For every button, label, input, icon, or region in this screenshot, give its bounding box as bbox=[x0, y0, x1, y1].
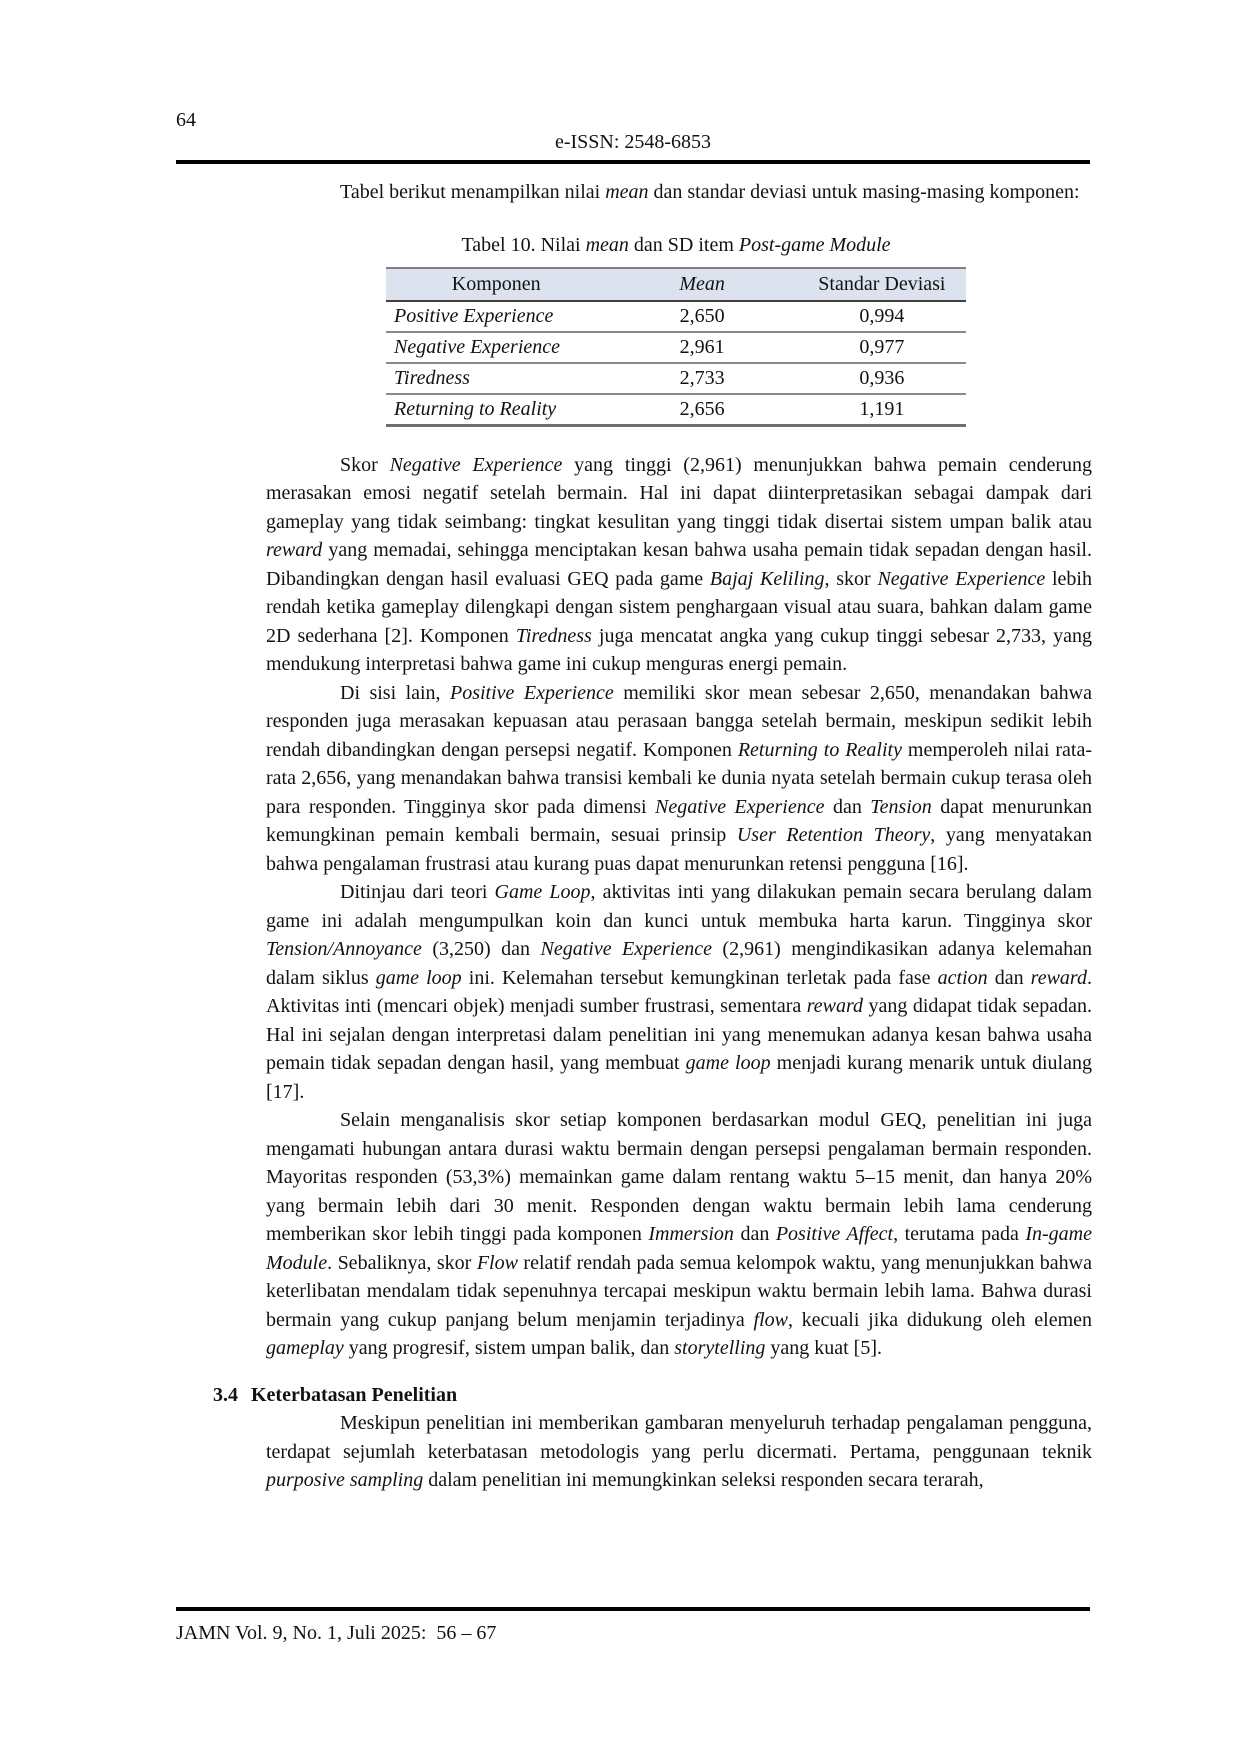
cell-mean: 2,650 bbox=[606, 301, 797, 332]
paragraph-keterbatasan: Meskipun penelitian ini memberikan gambaran menyeluruh terhadap pengalaman pengguna, terdapat sejumlah keterbatasan metodologis yang perlu dicermati. Pertama, penggunaan teknik purposive sampling dalam penelitian ini memungkinkan seleksi responden secara terarah, bbox=[266, 1412, 1092, 1491]
cell-component: Tiredness bbox=[386, 363, 606, 394]
paragraph-positive-experience: Di sisi lain, Positive Experience memiliki skor mean sebesar 2,650, menandakan bahwa responden juga merasakan kepuasan atau perasaan bangga setelah bermain, meskipun sedikit lebih rendah dibandingkan dengan persepsi negatif. Komponen Returning to Reality memperoleh nilai rata-rata 2,656, yang menandakan bahwa transisi kembali ke dunia nyata setelah bermain cukup terasa oleh para responden. Tingginya skor pada dimensi Negative Experience dan Tension dapat menurunkan kemungkinan pemain kembali bermain, sesuai prinsip User Retention Theory, yang menyatakan bahwa pengalaman frustrasi atau kurang puas dapat menurunkan retensi pengguna [16]. bbox=[266, 681, 1093, 875]
cell-sd: 0,936 bbox=[798, 363, 966, 394]
section-heading-keterbatasan bbox=[213, 1381, 1092, 1410]
mean-sd-table bbox=[386, 267, 966, 427]
table-row bbox=[386, 363, 966, 394]
cell-sd: 0,994 bbox=[798, 301, 966, 332]
paragraph-game-loop: Ditinjau dari teori Game Loop, aktivitas inti yang dilakukan pemain secara berulang dalam game ini adalah mengumpulkan koin dan kunci untuk membuka harta karun. Tingginya skor Tension/Annoyance (3,250) dan Negative Experience (2,961) mengindikasikan adanya kelemahan dalam siklus game loop ini. Kelemahan tersebut kemungkinan terletak pada fase action dan reward. Aktivitas inti (mencari objek) menjadi sumber frustrasi, sementara reward yang didapat tidak sepadan. Hal ini sejalan dengan interpretasi dalam penelitian ini yang menemukan adanya kesan bahwa usaha pemain tidak sepadan dengan hasil, yang membuat game loop menjadi kurang menarik untuk diulang [17]. bbox=[266, 881, 1093, 1103]
footer-rule bbox=[176, 1607, 1090, 1611]
cell-mean: 2,656 bbox=[679, 397, 725, 420]
cell-component: Returning to Reality bbox=[394, 397, 557, 420]
cell-sd: 0,977 bbox=[798, 332, 966, 363]
cell-sd: 1,191 bbox=[859, 397, 905, 420]
footer-citation: JAMN Vol. 9, No. 1, Juli 2025: 56 – 67 bbox=[176, 1622, 497, 1644]
section-title: Keterbatasan Penelitian bbox=[251, 1383, 458, 1406]
column-header-mean: Mean bbox=[606, 268, 797, 301]
column-header-standar-deviasi: Standar Deviasi bbox=[798, 268, 966, 301]
issn-header: e-ISSN: 2548-6853 bbox=[554, 131, 712, 153]
cell-component: Positive Experience bbox=[386, 301, 606, 332]
table-row bbox=[386, 301, 966, 332]
page-number: 64 bbox=[176, 109, 196, 131]
page-body bbox=[213, 178, 1093, 1495]
cell-mean: 2,961 bbox=[606, 332, 797, 363]
section-number: 3.4 bbox=[213, 1383, 238, 1406]
table-row bbox=[386, 332, 966, 363]
intro-paragraph: Tabel berikut menampilkan nilai mean dan standar deviasi untuk masing-masing komponen: bbox=[340, 181, 1080, 203]
paragraph-durasi-bermain: Selain menganalisis skor setiap komponen berdasarkan modul GEQ, penelitian ini juga mengamati hubungan antara durasi waktu bermain dengan persepsi pengalaman bermain responden. Mayoritas responden (53,3%) memainkan game dalam rentang waktu 5–15 menit, dan hanya 20% yang bermain lebih dari 30 menit. Responden dengan waktu bermain lebih lama cenderung memberikan skor lebih tinggi pada komponen Immersion dan Positive Affect, terutama pada In-game Module. Sebaliknya, skor Flow relatif rendah pada semua kelompok waktu, yang menunjukkan bahwa keterlibatan mendalam tidak sepenuhnya tercapai meskipun waktu bermain lebih lama. Bahwa durasi bermain yang cukup panjang belum menjamin terjadinya flow, kecuali jika didukung oleh elemen gameplay yang progresif, sistem umpan balik, dan storytelling yang kuat [5]. bbox=[266, 1109, 1092, 1359]
table-header-row bbox=[386, 268, 966, 301]
cell-component: Negative Experience bbox=[386, 332, 606, 363]
cell-mean: 2,733 bbox=[606, 363, 797, 394]
table-row bbox=[386, 394, 966, 426]
header-rule bbox=[176, 160, 1090, 164]
table-caption: Tabel 10. Nilai mean dan SD item Post-game Module bbox=[461, 233, 891, 256]
paragraph-negative-experience: Skor Negative Experience yang tinggi (2,961) menunjukkan bahwa pemain cenderung merasakan emosi negatif setelah bermain. Hal ini dapat diinterpretasikan sebagai dampak dari gameplay yang tidak seimbang: tingkat kesulitan yang tinggi tidak disertai sistem umpan balik atau reward yang memadai, sehingga menciptakan kesan bahwa usaha pemain tidak sepadan dengan hasil. Dibandingkan dengan hasil evaluasi GEQ pada game Bajaj Keliling, skor Negative Experience lebih rendah ketika gameplay dilengkapi dengan sistem penghargaan visual atau suara, bahkan dalam game 2D sederhana [2]. Komponen Tiredness juga mencatat angka yang cukup tinggi sebesar 2,733, yang mendukung interpretasi bahwa game ini cukup menguras energi pemain. bbox=[266, 453, 1093, 675]
column-header-komponen: Komponen bbox=[386, 268, 606, 301]
